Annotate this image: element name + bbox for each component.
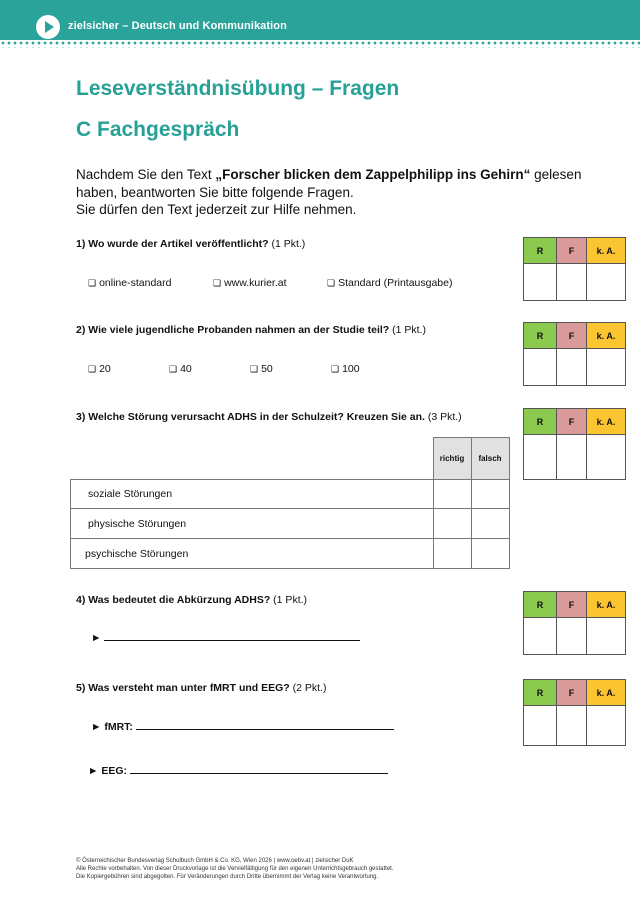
q2-option-4[interactable] — [331, 363, 360, 375]
page-title: Leseverständnisübung – Fragen — [76, 77, 400, 100]
grade-r-cell[interactable] — [524, 618, 557, 655]
q5-fmrt-row — [91, 719, 394, 733]
page-subtitle: C Fachgespräch — [76, 118, 240, 141]
intro-line-2: haben, beantworten Sie bitte folgende Fragen. — [76, 184, 354, 200]
checkbox-icon[interactable]: ❑ — [88, 279, 97, 289]
question-4-text: 4) Was bedeutet die Abkürzung ADHS? — [76, 594, 271, 606]
q3-row-3-falsch-cell[interactable] — [471, 539, 509, 569]
question-1-points: (1 Pkt.) — [268, 238, 306, 250]
grading-grid-3 — [523, 408, 626, 480]
q3-header-blank — [71, 438, 434, 480]
grade-r-label: R — [524, 238, 557, 264]
footer-line-2: Alle Rechte vorbehalten. Von dieser Druckvorlage ist die Vervielfältigung für den eigenen Unterrichtsgebrauch gestattet. — [76, 866, 394, 872]
grade-ka-cell[interactable] — [587, 264, 626, 301]
footer-line-1: © Österreichischer Bundesverlag Schulbuch GmbH & Co. KG, Wien 2026 | www.oebv.at | zielsicher DuK — [76, 858, 354, 864]
grade-ka-label: k. A. — [587, 592, 626, 618]
question-2-text: 2) Wie viele jugendliche Probanden nahmen an der Studie teil? — [76, 324, 390, 336]
intro-pre: Nachdem Sie den Text — [76, 167, 216, 182]
header-dot-border — [0, 40, 640, 48]
grade-f-cell[interactable] — [557, 706, 587, 746]
grade-r-label: R — [524, 680, 557, 706]
arrow-icon: ► — [91, 632, 102, 644]
q5-eeg-row — [88, 763, 388, 777]
q2-option-1-label: 20 — [99, 363, 111, 375]
q1-option-2[interactable] — [213, 277, 287, 289]
grading-grid-1 — [523, 237, 626, 301]
checkbox-icon[interactable]: ❑ — [327, 279, 336, 289]
question-2 — [76, 324, 426, 336]
arrow-icon: ► — [88, 765, 99, 777]
q3-row-3-label: psychische Störungen — [71, 539, 434, 569]
grade-ka-cell[interactable] — [587, 706, 626, 746]
q2-option-2-label: 40 — [180, 363, 192, 375]
grade-r-label: R — [524, 592, 557, 618]
q1-option-3[interactable] — [327, 277, 452, 289]
arrow-icon: ► — [91, 721, 102, 733]
grade-ka-cell[interactable] — [587, 435, 626, 480]
fmrt-label: fMRT: — [104, 721, 133, 733]
checkbox-icon[interactable]: ❑ — [169, 365, 178, 375]
q1-option-1[interactable] — [88, 277, 171, 289]
grade-ka-cell[interactable] — [587, 349, 626, 386]
intro-line-3: Sie dürfen den Text jederzeit zur Hilfe nehmen. — [76, 202, 357, 217]
question-3-points: (3 Pkt.) — [424, 411, 462, 423]
checkbox-icon[interactable]: ❑ — [250, 365, 259, 375]
grade-f-label: F — [557, 238, 587, 264]
q4-answer-row — [91, 630, 360, 644]
q4-answer-line[interactable] — [104, 630, 360, 641]
q1-option-1-label: online-standard — [99, 277, 172, 289]
grade-r-label: R — [524, 323, 557, 349]
q1-option-3-label: Standard (Printausgabe) — [338, 277, 453, 289]
question-2-points: (1 Pkt.) — [389, 324, 426, 336]
copyright-footer — [76, 857, 394, 881]
grade-f-cell[interactable] — [557, 618, 587, 655]
grade-ka-cell[interactable] — [587, 618, 626, 655]
grade-r-label: R — [524, 409, 557, 435]
grade-ka-label: k. A. — [587, 323, 626, 349]
q2-option-1[interactable] — [88, 363, 111, 375]
footer-line-3: Die Kopiergebühren sind abgegolten. Für Veränderungen durch Dritte übernimmt der Verlag keine Verantwortung. — [76, 874, 379, 880]
q3-answer-table — [70, 437, 510, 569]
q3-col-richtig: richtig — [433, 438, 471, 480]
question-5 — [76, 682, 326, 694]
checkbox-icon[interactable]: ❑ — [88, 365, 97, 375]
grade-f-cell[interactable] — [557, 264, 587, 301]
checkbox-icon[interactable]: ❑ — [331, 365, 340, 375]
grade-ka-label: k. A. — [587, 238, 626, 264]
question-1-text: 1) Wo wurde der Artikel veröffentlicht? — [76, 238, 269, 250]
grading-grid-4 — [523, 591, 626, 655]
grade-f-cell[interactable] — [557, 349, 587, 386]
eeg-label: EEG: — [101, 765, 127, 777]
fmrt-answer-line[interactable] — [136, 719, 394, 730]
grading-grid-2 — [523, 322, 626, 386]
grade-f-label: F — [557, 409, 587, 435]
intro-text — [76, 166, 596, 219]
grade-f-label: F — [557, 592, 587, 618]
grade-r-cell[interactable] — [524, 435, 557, 480]
question-1 — [76, 238, 305, 250]
q3-col-falsch: falsch — [471, 438, 509, 480]
question-4 — [76, 594, 307, 606]
checkbox-icon[interactable]: ❑ — [213, 279, 222, 289]
grading-grid-5 — [523, 679, 626, 746]
q2-option-2[interactable] — [169, 363, 192, 375]
text-title: „Forscher blicken dem Zappelphilipp ins Gehirn“ — [215, 167, 531, 182]
q3-row-2-label: physische Störungen — [71, 509, 434, 539]
q3-row-3-richtig-cell[interactable] — [433, 539, 471, 569]
grade-r-cell[interactable] — [524, 264, 557, 301]
grade-ka-label: k. A. — [587, 680, 626, 706]
question-5-text: 5) Was versteht man unter fMRT und EEG? — [76, 682, 290, 694]
q3-row-2-falsch-cell[interactable] — [471, 509, 509, 539]
q3-row-1-richtig-cell[interactable] — [433, 480, 471, 509]
q2-option-4-label: 100 — [342, 363, 360, 375]
question-5-points: (2 Pkt.) — [289, 682, 327, 694]
grade-f-cell[interactable] — [557, 435, 587, 480]
intro-post: gelesen — [530, 167, 582, 182]
brand-label: zielsicher – Deutsch und Kommunikation — [68, 20, 287, 32]
grade-ka-label: k. A. — [587, 409, 626, 435]
q2-option-3-label: 50 — [261, 363, 273, 375]
q3-row-1-label: soziale Störungen — [71, 480, 434, 509]
grade-f-label: F — [557, 680, 587, 706]
q3-row-2-richtig-cell[interactable] — [433, 509, 471, 539]
q3-row-1-falsch-cell[interactable] — [471, 480, 509, 509]
grade-r-cell[interactable] — [524, 349, 557, 386]
q2-option-3[interactable] — [250, 363, 273, 375]
eeg-answer-line[interactable] — [130, 763, 388, 774]
play-logo-icon — [36, 15, 60, 39]
question-4-points: (1 Pkt.) — [270, 594, 308, 606]
grade-f-label: F — [557, 323, 587, 349]
grade-r-cell[interactable] — [524, 706, 557, 746]
q1-option-2-label: www.kurier.at — [224, 277, 287, 289]
question-3-text: 3) Welche Störung verursacht ADHS in der Schulzeit? Kreuzen Sie an. — [76, 411, 425, 423]
question-3 — [76, 411, 462, 423]
